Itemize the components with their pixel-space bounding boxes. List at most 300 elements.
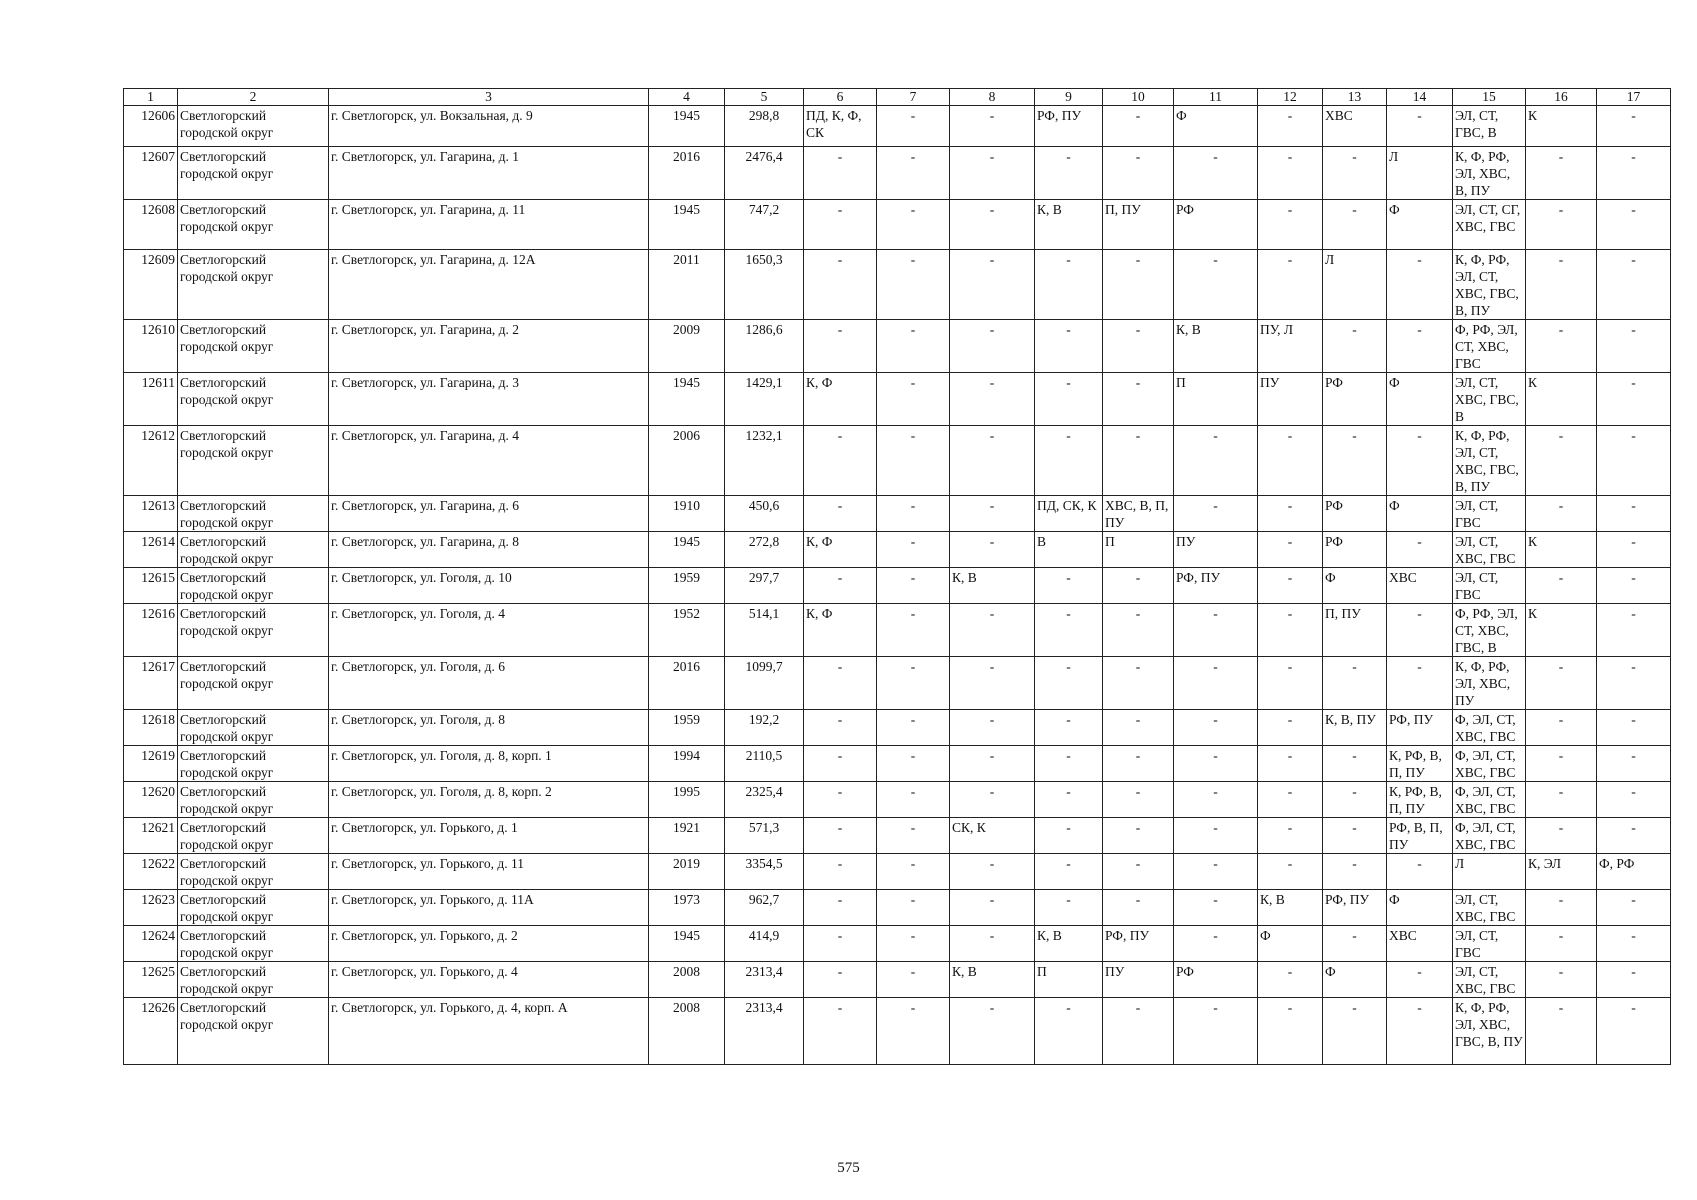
area-cell: 2476,4 [725, 147, 804, 200]
work-type-cell-col-6: - [804, 147, 877, 200]
record-number-cell: 12608 [124, 200, 178, 250]
table-row [124, 250, 1671, 320]
year-built-cell: 1959 [649, 568, 725, 604]
year-built-cell: 1945 [649, 200, 725, 250]
municipality-cell: Светлогорский городской округ [178, 200, 329, 250]
work-type-cell-col-17: - [1597, 657, 1671, 710]
work-type-cell-col-8: - [950, 926, 1035, 962]
page-number: 575 [837, 1160, 860, 1176]
housing-register-table [123, 88, 1671, 1065]
column-header: 17 [1597, 89, 1671, 106]
work-type-cell-col-14: - [1387, 998, 1453, 1065]
area-cell: 414,9 [725, 926, 804, 962]
record-number-cell: 12617 [124, 657, 178, 710]
work-type-cell-col-15: К, Ф, РФ, ЭЛ, ХВС, ПУ [1453, 657, 1526, 710]
work-type-cell-col-7: - [877, 710, 950, 746]
municipality-cell: Светлогорский городской округ [178, 496, 329, 532]
year-built-cell: 1945 [649, 926, 725, 962]
work-type-cell-col-10: - [1103, 373, 1174, 426]
record-number-cell: 12610 [124, 320, 178, 373]
year-built-cell: 2009 [649, 320, 725, 373]
work-type-cell-col-8: - [950, 320, 1035, 373]
address-cell: г. Светлогорск, ул. Горького, д. 4, корп. А [329, 998, 649, 1065]
work-type-cell-col-12: Ф [1258, 926, 1323, 962]
work-type-cell-col-6: - [804, 568, 877, 604]
area-cell: 2313,4 [725, 998, 804, 1065]
work-type-cell-col-13: Ф [1323, 962, 1387, 998]
work-type-cell-col-13: - [1323, 746, 1387, 782]
table-row [124, 782, 1671, 818]
table-row [124, 200, 1671, 250]
work-type-cell-col-15: ЭЛ, СТ, ГВС, В [1453, 106, 1526, 147]
work-type-cell-col-15: Ф, ЭЛ, СТ, ХВС, ГВС [1453, 782, 1526, 818]
work-type-cell-col-15: Ф, ЭЛ, СТ, ХВС, ГВС [1453, 710, 1526, 746]
work-type-cell-col-12: - [1258, 250, 1323, 320]
record-number-cell: 12625 [124, 962, 178, 998]
work-type-cell-col-16: К [1526, 604, 1597, 657]
work-type-cell-col-16: К [1526, 532, 1597, 568]
work-type-cell-col-10: - [1103, 250, 1174, 320]
year-built-cell: 2016 [649, 657, 725, 710]
work-type-cell-col-15: Ф, ЭЛ, СТ, ХВС, ГВС [1453, 818, 1526, 854]
municipality-cell: Светлогорский городской округ [178, 926, 329, 962]
work-type-cell-col-11: - [1174, 746, 1258, 782]
work-type-cell-col-14: - [1387, 250, 1453, 320]
work-type-cell-col-13: - [1323, 818, 1387, 854]
work-type-cell-col-7: - [877, 746, 950, 782]
work-type-cell-col-17: - [1597, 962, 1671, 998]
table-row [124, 818, 1671, 854]
work-type-cell-col-6: ПД, К, Ф, СК [804, 106, 877, 147]
work-type-cell-col-10: - [1103, 782, 1174, 818]
work-type-cell-col-14: ХВС [1387, 926, 1453, 962]
address-cell: г. Светлогорск, ул. Гоголя, д. 8, корп. 1 [329, 746, 649, 782]
work-type-cell-col-14: - [1387, 106, 1453, 147]
record-number-cell: 12623 [124, 890, 178, 926]
work-type-cell-col-8: - [950, 532, 1035, 568]
year-built-cell: 1959 [649, 710, 725, 746]
work-type-cell-col-8: К, В [950, 962, 1035, 998]
address-cell: г. Светлогорск, ул. Гагарина, д. 3 [329, 373, 649, 426]
record-number-cell: 12622 [124, 854, 178, 890]
work-type-cell-col-8: - [950, 496, 1035, 532]
year-built-cell: 1994 [649, 746, 725, 782]
work-type-cell-col-13: - [1323, 200, 1387, 250]
work-type-cell-col-13: - [1323, 657, 1387, 710]
work-type-cell-col-15: Л [1453, 854, 1526, 890]
work-type-cell-col-16: - [1526, 320, 1597, 373]
work-type-cell-col-7: - [877, 926, 950, 962]
work-type-cell-col-12: - [1258, 854, 1323, 890]
area-cell: 450,6 [725, 496, 804, 532]
work-type-cell-col-7: - [877, 890, 950, 926]
area-cell: 192,2 [725, 710, 804, 746]
table-row [124, 926, 1671, 962]
address-cell: г. Светлогорск, ул. Гагарина, д. 6 [329, 496, 649, 532]
work-type-cell-col-15: Ф, РФ, ЭЛ, СТ, ХВС, ГВС, В [1453, 604, 1526, 657]
work-type-cell-col-12: - [1258, 106, 1323, 147]
work-type-cell-col-16: - [1526, 568, 1597, 604]
work-type-cell-col-8: - [950, 710, 1035, 746]
municipality-cell: Светлогорский городской округ [178, 998, 329, 1065]
work-type-cell-col-9: - [1035, 854, 1103, 890]
area-cell: 1650,3 [725, 250, 804, 320]
work-type-cell-col-13: - [1323, 998, 1387, 1065]
column-header: 7 [877, 89, 950, 106]
work-type-cell-col-6: - [804, 854, 877, 890]
address-cell: г. Светлогорск, ул. Гоголя, д. 4 [329, 604, 649, 657]
work-type-cell-col-8: - [950, 604, 1035, 657]
work-type-cell-col-12: ПУ, Л [1258, 320, 1323, 373]
municipality-cell: Светлогорский городской округ [178, 854, 329, 890]
column-header: 1 [124, 89, 178, 106]
record-number-cell: 12612 [124, 426, 178, 496]
work-type-cell-col-13: РФ [1323, 532, 1387, 568]
work-type-cell-col-9: - [1035, 710, 1103, 746]
record-number-cell: 12606 [124, 106, 178, 147]
work-type-cell-col-11: - [1174, 890, 1258, 926]
work-type-cell-col-13: П, ПУ [1323, 604, 1387, 657]
table-row [124, 854, 1671, 890]
area-cell: 3354,5 [725, 854, 804, 890]
area-cell: 962,7 [725, 890, 804, 926]
work-type-cell-col-8: - [950, 147, 1035, 200]
work-type-cell-col-14: Ф [1387, 890, 1453, 926]
work-type-cell-col-6: - [804, 426, 877, 496]
work-type-cell-col-10: - [1103, 818, 1174, 854]
work-type-cell-col-10: - [1103, 604, 1174, 657]
work-type-cell-col-6: - [804, 782, 877, 818]
work-type-cell-col-10: - [1103, 890, 1174, 926]
municipality-cell: Светлогорский городской округ [178, 746, 329, 782]
work-type-cell-col-11: - [1174, 710, 1258, 746]
address-cell: г. Светлогорск, ул. Гоголя, д. 10 [329, 568, 649, 604]
work-type-cell-col-15: ЭЛ, СТ, ХВС, ГВС [1453, 962, 1526, 998]
column-header: 9 [1035, 89, 1103, 106]
work-type-cell-col-9: - [1035, 890, 1103, 926]
work-type-cell-col-9: - [1035, 818, 1103, 854]
work-type-cell-col-17: - [1597, 532, 1671, 568]
work-type-cell-col-11: П [1174, 373, 1258, 426]
work-type-cell-col-11: РФ, ПУ [1174, 568, 1258, 604]
work-type-cell-col-12: - [1258, 657, 1323, 710]
work-type-cell-col-15: К, Ф, РФ, ЭЛ, ХВС, В, ПУ [1453, 147, 1526, 200]
table-row [124, 962, 1671, 998]
work-type-cell-col-6: - [804, 818, 877, 854]
work-type-cell-col-14: Ф [1387, 496, 1453, 532]
municipality-cell: Светлогорский городской округ [178, 532, 329, 568]
area-cell: 1429,1 [725, 373, 804, 426]
work-type-cell-col-17: - [1597, 568, 1671, 604]
table-row [124, 532, 1671, 568]
work-type-cell-col-14: К, РФ, В, П, ПУ [1387, 746, 1453, 782]
work-type-cell-col-16: К, ЭЛ [1526, 854, 1597, 890]
work-type-cell-col-14: - [1387, 604, 1453, 657]
work-type-cell-col-10: - [1103, 657, 1174, 710]
work-type-cell-col-14: К, РФ, В, П, ПУ [1387, 782, 1453, 818]
year-built-cell: 1921 [649, 818, 725, 854]
municipality-cell: Светлогорский городской округ [178, 890, 329, 926]
work-type-cell-col-7: - [877, 200, 950, 250]
work-type-cell-col-16: - [1526, 710, 1597, 746]
address-cell: г. Светлогорск, ул. Горького, д. 11А [329, 890, 649, 926]
record-number-cell: 12615 [124, 568, 178, 604]
work-type-cell-col-8: - [950, 106, 1035, 147]
column-number-row [124, 89, 1671, 106]
work-type-cell-col-12: - [1258, 568, 1323, 604]
work-type-cell-col-14: - [1387, 532, 1453, 568]
work-type-cell-col-13: РФ [1323, 496, 1387, 532]
address-cell: г. Светлогорск, ул. Гагарина, д. 1 [329, 147, 649, 200]
work-type-cell-col-12: - [1258, 746, 1323, 782]
work-type-cell-col-7: - [877, 426, 950, 496]
work-type-cell-col-16: К [1526, 373, 1597, 426]
column-header: 8 [950, 89, 1035, 106]
work-type-cell-col-8: - [950, 200, 1035, 250]
work-type-cell-col-7: - [877, 818, 950, 854]
work-type-cell-col-8: - [950, 250, 1035, 320]
area-cell: 1099,7 [725, 657, 804, 710]
work-type-cell-col-15: ЭЛ, СТ, ГВС [1453, 926, 1526, 962]
area-cell: 1232,1 [725, 426, 804, 496]
work-type-cell-col-16: - [1526, 496, 1597, 532]
work-type-cell-col-10: - [1103, 147, 1174, 200]
work-type-cell-col-11: ПУ [1174, 532, 1258, 568]
work-type-cell-col-13: Л [1323, 250, 1387, 320]
work-type-cell-col-13: - [1323, 926, 1387, 962]
work-type-cell-col-6: - [804, 710, 877, 746]
work-type-cell-col-7: - [877, 998, 950, 1065]
work-type-cell-col-17: - [1597, 782, 1671, 818]
column-header: 6 [804, 89, 877, 106]
work-type-cell-col-11: РФ [1174, 200, 1258, 250]
work-type-cell-col-15: Ф, РФ, ЭЛ, СТ, ХВС, ГВС [1453, 320, 1526, 373]
work-type-cell-col-9: РФ, ПУ [1035, 106, 1103, 147]
year-built-cell: 2011 [649, 250, 725, 320]
work-type-cell-col-9: - [1035, 746, 1103, 782]
table-row [124, 657, 1671, 710]
work-type-cell-col-13: ХВС [1323, 106, 1387, 147]
work-type-cell-col-10: - [1103, 568, 1174, 604]
municipality-cell: Светлогорский городской округ [178, 426, 329, 496]
work-type-cell-col-17: - [1597, 250, 1671, 320]
year-built-cell: 1973 [649, 890, 725, 926]
record-number-cell: 12618 [124, 710, 178, 746]
work-type-cell-col-9: - [1035, 147, 1103, 200]
work-type-cell-col-15: К, Ф, РФ, ЭЛ, СТ, ХВС, ГВС, В, ПУ [1453, 426, 1526, 496]
work-type-cell-col-9: К, В [1035, 926, 1103, 962]
address-cell: г. Светлогорск, ул. Гоголя, д. 8, корп. 2 [329, 782, 649, 818]
record-number-cell: 12624 [124, 926, 178, 962]
work-type-cell-col-16: - [1526, 782, 1597, 818]
area-cell: 298,8 [725, 106, 804, 147]
work-type-cell-col-12: - [1258, 200, 1323, 250]
work-type-cell-col-12: - [1258, 426, 1323, 496]
address-cell: г. Светлогорск, ул. Гоголя, д. 6 [329, 657, 649, 710]
work-type-cell-col-17: - [1597, 106, 1671, 147]
year-built-cell: 2019 [649, 854, 725, 890]
work-type-cell-col-10: - [1103, 854, 1174, 890]
table-row [124, 710, 1671, 746]
work-type-cell-col-6: - [804, 890, 877, 926]
work-type-cell-col-16: - [1526, 962, 1597, 998]
work-type-cell-col-11: Ф [1174, 106, 1258, 147]
work-type-cell-col-12: - [1258, 962, 1323, 998]
work-type-cell-col-8: - [950, 657, 1035, 710]
work-type-cell-col-6: - [804, 496, 877, 532]
work-type-cell-col-7: - [877, 250, 950, 320]
work-type-cell-col-14: РФ, ПУ [1387, 710, 1453, 746]
table-row [124, 998, 1671, 1065]
address-cell: г. Светлогорск, ул. Горького, д. 1 [329, 818, 649, 854]
work-type-cell-col-6: - [804, 746, 877, 782]
work-type-cell-col-16: - [1526, 147, 1597, 200]
address-cell: г. Светлогорск, ул. Горького, д. 4 [329, 962, 649, 998]
work-type-cell-col-16: - [1526, 250, 1597, 320]
area-cell: 747,2 [725, 200, 804, 250]
work-type-cell-col-17: - [1597, 496, 1671, 532]
area-cell: 1286,6 [725, 320, 804, 373]
municipality-cell: Светлогорский городской округ [178, 710, 329, 746]
work-type-cell-col-17: - [1597, 998, 1671, 1065]
record-number-cell: 12611 [124, 373, 178, 426]
work-type-cell-col-9: - [1035, 604, 1103, 657]
work-type-cell-col-16: - [1526, 818, 1597, 854]
municipality-cell: Светлогорский городской округ [178, 818, 329, 854]
work-type-cell-col-17: - [1597, 926, 1671, 962]
work-type-cell-col-8: - [950, 782, 1035, 818]
area-cell: 2325,4 [725, 782, 804, 818]
work-type-cell-col-13: РФ [1323, 373, 1387, 426]
work-type-cell-col-15: ЭЛ, СТ, СГ, ХВС, ГВС [1453, 200, 1526, 250]
work-type-cell-col-11: - [1174, 782, 1258, 818]
work-type-cell-col-8: - [950, 426, 1035, 496]
work-type-cell-col-7: - [877, 604, 950, 657]
work-type-cell-col-6: К, Ф [804, 373, 877, 426]
column-header: 5 [725, 89, 804, 106]
address-cell: г. Светлогорск, ул. Гагарина, д. 4 [329, 426, 649, 496]
work-type-cell-col-11: - [1174, 604, 1258, 657]
record-number-cell: 12619 [124, 746, 178, 782]
municipality-cell: Светлогорский городской округ [178, 962, 329, 998]
work-type-cell-col-12: - [1258, 782, 1323, 818]
work-type-cell-col-9: - [1035, 426, 1103, 496]
register-body [124, 106, 1671, 1065]
address-cell: г. Светлогорск, ул. Гагарина, д. 12А [329, 250, 649, 320]
address-cell: г. Светлогорск, ул. Горького, д. 2 [329, 926, 649, 962]
work-type-cell-col-13: - [1323, 854, 1387, 890]
column-header: 13 [1323, 89, 1387, 106]
work-type-cell-col-6: К, Ф [804, 532, 877, 568]
work-type-cell-col-17: Ф, РФ [1597, 854, 1671, 890]
year-built-cell: 2008 [649, 962, 725, 998]
work-type-cell-col-10: - [1103, 320, 1174, 373]
municipality-cell: Светлогорский городской округ [178, 106, 329, 147]
work-type-cell-col-8: - [950, 854, 1035, 890]
work-type-cell-col-7: - [877, 147, 950, 200]
table-row [124, 320, 1671, 373]
work-type-cell-col-10: - [1103, 426, 1174, 496]
work-type-cell-col-9: П [1035, 962, 1103, 998]
year-built-cell: 1945 [649, 106, 725, 147]
work-type-cell-col-13: - [1323, 320, 1387, 373]
work-type-cell-col-7: - [877, 782, 950, 818]
work-type-cell-col-15: ЭЛ, СТ, ХВС, ГВС, В [1453, 373, 1526, 426]
work-type-cell-col-14: - [1387, 962, 1453, 998]
work-type-cell-col-16: - [1526, 926, 1597, 962]
work-type-cell-col-17: - [1597, 818, 1671, 854]
work-type-cell-col-17: - [1597, 426, 1671, 496]
table-row [124, 568, 1671, 604]
column-header: 16 [1526, 89, 1597, 106]
column-header: 10 [1103, 89, 1174, 106]
record-number-cell: 12626 [124, 998, 178, 1065]
work-type-cell-col-16: - [1526, 426, 1597, 496]
record-number-cell: 12621 [124, 818, 178, 854]
work-type-cell-col-9: - [1035, 998, 1103, 1065]
work-type-cell-col-17: - [1597, 746, 1671, 782]
address-cell: г. Светлогорск, ул. Гоголя, д. 8 [329, 710, 649, 746]
work-type-cell-col-6: - [804, 998, 877, 1065]
work-type-cell-col-7: - [877, 568, 950, 604]
work-type-cell-col-9: - [1035, 320, 1103, 373]
work-type-cell-col-14: - [1387, 426, 1453, 496]
municipality-cell: Светлогорский городской округ [178, 320, 329, 373]
work-type-cell-col-16: - [1526, 890, 1597, 926]
work-type-cell-col-10: - [1103, 710, 1174, 746]
work-type-cell-col-11: - [1174, 496, 1258, 532]
year-built-cell: 1995 [649, 782, 725, 818]
work-type-cell-col-15: Ф, ЭЛ, СТ, ХВС, ГВС [1453, 746, 1526, 782]
work-type-cell-col-10: ХВС, В, П, ПУ [1103, 496, 1174, 532]
area-cell: 571,3 [725, 818, 804, 854]
work-type-cell-col-14: - [1387, 854, 1453, 890]
work-type-cell-col-9: - [1035, 373, 1103, 426]
year-built-cell: 1952 [649, 604, 725, 657]
record-number-cell: 12607 [124, 147, 178, 200]
year-built-cell: 1910 [649, 496, 725, 532]
work-type-cell-col-9: ПД, СК, К [1035, 496, 1103, 532]
work-type-cell-col-10: - [1103, 106, 1174, 147]
work-type-cell-col-11: РФ [1174, 962, 1258, 998]
work-type-cell-col-6: - [804, 250, 877, 320]
work-type-cell-col-12: - [1258, 818, 1323, 854]
area-cell: 2313,4 [725, 962, 804, 998]
work-type-cell-col-11: К, В [1174, 320, 1258, 373]
work-type-cell-col-13: - [1323, 426, 1387, 496]
work-type-cell-col-13: - [1323, 782, 1387, 818]
work-type-cell-col-15: ЭЛ, СТ, ХВС, ГВС [1453, 532, 1526, 568]
column-header: 3 [329, 89, 649, 106]
table-row [124, 147, 1671, 200]
work-type-cell-col-14: - [1387, 657, 1453, 710]
table-row [124, 106, 1671, 147]
column-header: 15 [1453, 89, 1526, 106]
record-number-cell: 12613 [124, 496, 178, 532]
work-type-cell-col-7: - [877, 373, 950, 426]
work-type-cell-col-15: К, Ф, РФ, ЭЛ, ХВС, ГВС, В, ПУ [1453, 998, 1526, 1065]
column-header: 11 [1174, 89, 1258, 106]
work-type-cell-col-8: СК, К [950, 818, 1035, 854]
table-row [124, 604, 1671, 657]
work-type-cell-col-16: - [1526, 200, 1597, 250]
work-type-cell-col-17: - [1597, 320, 1671, 373]
work-type-cell-col-12: - [1258, 147, 1323, 200]
column-header: 12 [1258, 89, 1323, 106]
work-type-cell-col-6: - [804, 657, 877, 710]
municipality-cell: Светлогорский городской округ [178, 147, 329, 200]
area-cell: 2110,5 [725, 746, 804, 782]
